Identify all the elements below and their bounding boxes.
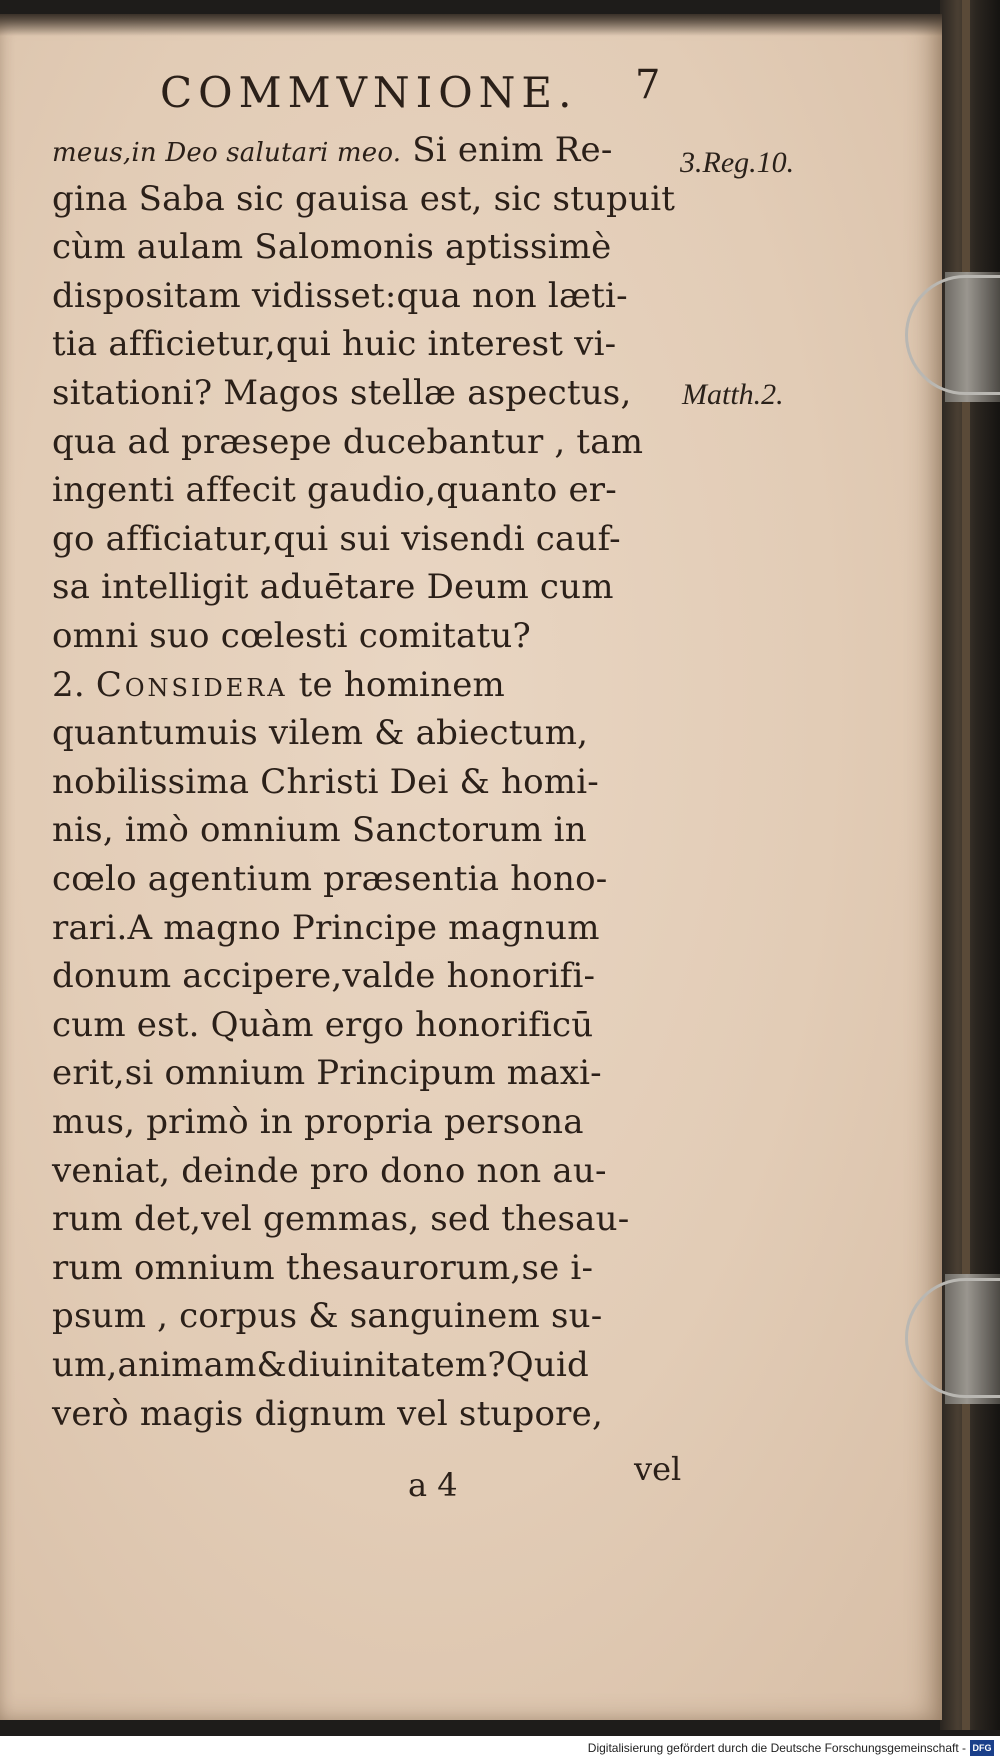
text-segment: Si enim Re-: [401, 130, 613, 170]
text-line: [52, 1248, 593, 1288]
text-line: [52, 567, 614, 607]
book-edge: [940, 0, 1000, 1730]
text-segment: tia afficietur,qui huic interest vi-: [52, 324, 617, 365]
text-line: [52, 1345, 589, 1385]
text-line: [52, 665, 505, 705]
text-line: [52, 1053, 602, 1093]
text-segment: go afficiatur,qui sui visendi cauf-: [52, 518, 621, 559]
text-line: [52, 130, 613, 170]
text-line: [52, 1005, 593, 1045]
text-line: [52, 616, 531, 656]
text-line: [52, 762, 599, 802]
text-segment: erit,si omnium Principum maxi-: [52, 1053, 602, 1094]
text-segment: rari.A magno Principe magnum: [52, 907, 600, 948]
text-segment: donum accipere,valde honorifi-: [52, 956, 596, 997]
text-segment: sitationi? Magos stellæ aspectus,: [52, 373, 632, 413]
text-segment: gina Saba sic gauisa est, sic stupuit: [52, 178, 676, 219]
text-segment: quantumuis vilem & abiectum,: [52, 713, 589, 754]
text-segment: omni suo cœlesti comitatu?: [52, 616, 531, 656]
text-segment: psum , corpus & sanguinem su-: [52, 1296, 603, 1337]
text-segment: cùm aulam Salomonis aptissimè: [52, 227, 612, 268]
text-line: [52, 810, 587, 850]
text-line: [52, 1102, 584, 1142]
text-segment: cum est. Quàm ergo honorificū: [52, 1004, 594, 1045]
text-segment: cœlo agentium præsentia hono-: [52, 859, 608, 899]
text-line: [52, 908, 600, 948]
running-title: COMMVNIONE.: [160, 68, 578, 117]
text-line: [52, 470, 617, 510]
margin-note-reg: 3.Reg.10.: [680, 146, 795, 179]
text-line: [52, 519, 621, 559]
text-segment: nis, imò omnium Sanctorum in: [52, 810, 587, 851]
text-line: [52, 859, 607, 899]
text-segment: rum det,vel gemmas, sed thesau-: [52, 1199, 630, 1240]
signature-mark: a 4: [408, 1466, 458, 1504]
text-line: [52, 1199, 629, 1239]
catchword: vel: [634, 1450, 682, 1488]
text-line: [52, 373, 631, 413]
page-top-shadow: [0, 14, 942, 36]
text-segment: verò magis dignum vel stupore,: [52, 1393, 603, 1434]
text-line: [52, 1296, 602, 1336]
text-segment: dispositam vidisset:qua non læti-: [52, 275, 628, 316]
text-line: [52, 713, 588, 753]
text-segment: Considera: [95, 664, 288, 705]
text-line: [52, 276, 628, 316]
text-segment: nobilissima Christi Dei & homi-: [52, 761, 599, 802]
text-segment: te hominem: [287, 664, 505, 705]
text-segment: mus, primò in propria persona: [52, 1102, 584, 1142]
margin-note-matth: Matth.2.: [682, 378, 784, 411]
text-segment: sa intelligit aduētare Deum cum: [52, 567, 614, 608]
book-edge-strip: [962, 0, 970, 1730]
text-line: [52, 227, 612, 267]
text-line: [52, 422, 643, 462]
text-segment: um,animam&diuinitatem?Quid: [52, 1345, 589, 1385]
text-segment: meus,in Deo salutari meo.: [52, 138, 402, 168]
text-line: [52, 1394, 603, 1434]
text-line: [52, 179, 675, 219]
dfg-logo-icon: DFG: [970, 1740, 994, 1756]
text-line: [52, 324, 616, 364]
text-line: [52, 1151, 607, 1191]
text-segment: ingenti affecit gaudio,quanto er-: [52, 470, 617, 511]
text-line: [52, 956, 595, 996]
text-segment: veniat, deinde pro dono non au-: [52, 1150, 607, 1191]
text-segment: rum omnium thesaurorum,se i-: [52, 1247, 594, 1288]
digitization-credit: Digitalisierung gefördert durch die Deutsche Forschungsgemeinschaft -: [587, 1741, 966, 1755]
text-segment: qua ad præsepe ducebantur , tam: [52, 421, 644, 462]
page-number: 7: [635, 62, 661, 108]
text-segment: 2.: [52, 664, 96, 705]
